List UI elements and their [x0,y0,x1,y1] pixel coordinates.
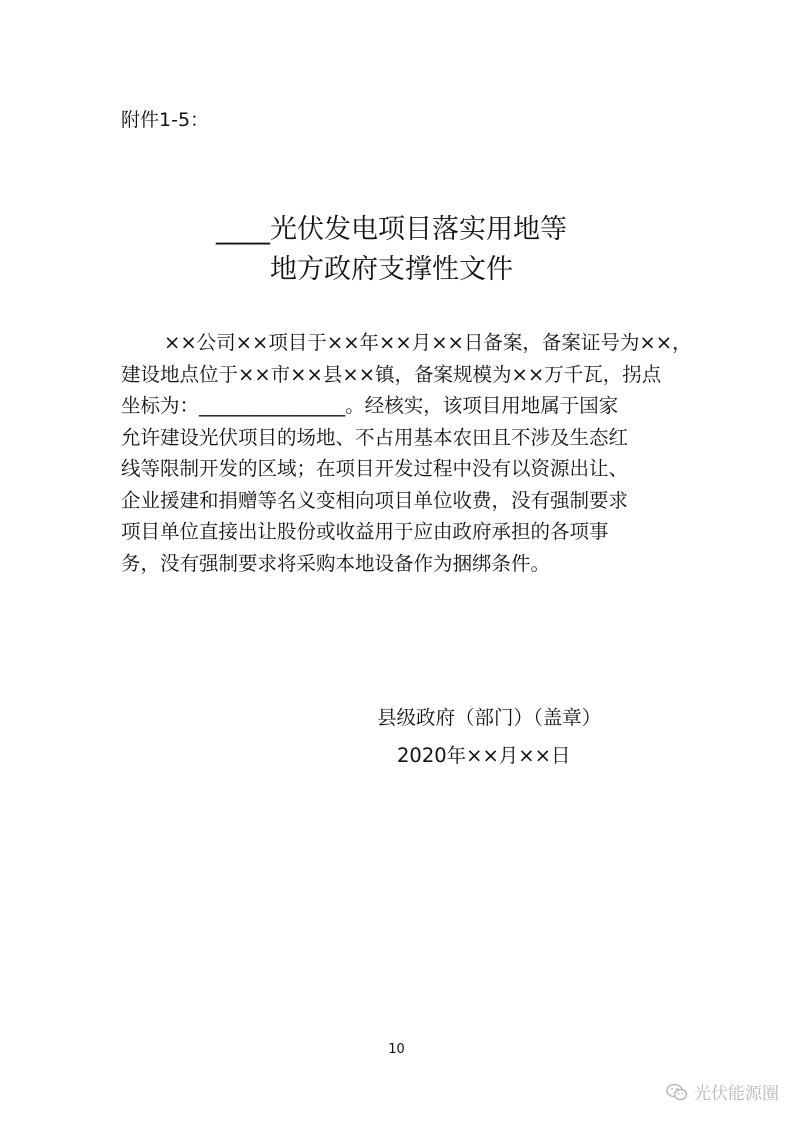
body-line: 线等限制开发的区域；在项目开发过程中没有以资源出让、 [121,457,629,480]
body-line: 务，没有强制要求将采购本地设备作为捆绑条件。 [121,551,551,575]
document-title-line-2 [0,253,793,287]
document-title-line-1-text: ____光伏发电项目落实用地等 [216,214,567,245]
attachment-label: 附件1-5： [121,109,210,131]
body-line: 允许建设光伏项目的场地、不占用基本农田且不涉及生态红 [121,425,629,449]
body-line: ××公司××项目于××年××月××日备案，备案证号为××， [164,331,692,354]
document-body [121,327,692,579]
issuer-signature: 县级政府（部门）（盖章） [377,706,602,729]
body-line: 建设地点位于××市××县××镇，备案规模为××万千瓦，拐点 [121,362,662,386]
watermark-text: 光伏能源圈 [694,1084,779,1104]
document-title-line-2-text: 地方政府支撑性文件 [270,254,513,285]
document-title-line-1 [0,213,793,247]
body-line: 项目单位直接出让股份或收益用于应由政府承担的各项事 [121,520,609,543]
page-number: 10 [388,1042,405,1057]
body-line: 坐标为：_______________。经核实，该项目用地属于国家 [121,394,619,417]
body-line: 企业援建和捐赠等名义变相向项目单位收费，没有强制要求 [121,488,629,512]
issue-date: 2020年××月××日 [397,744,571,767]
watermark [666,1079,779,1104]
wechat-icon [666,1083,688,1101]
